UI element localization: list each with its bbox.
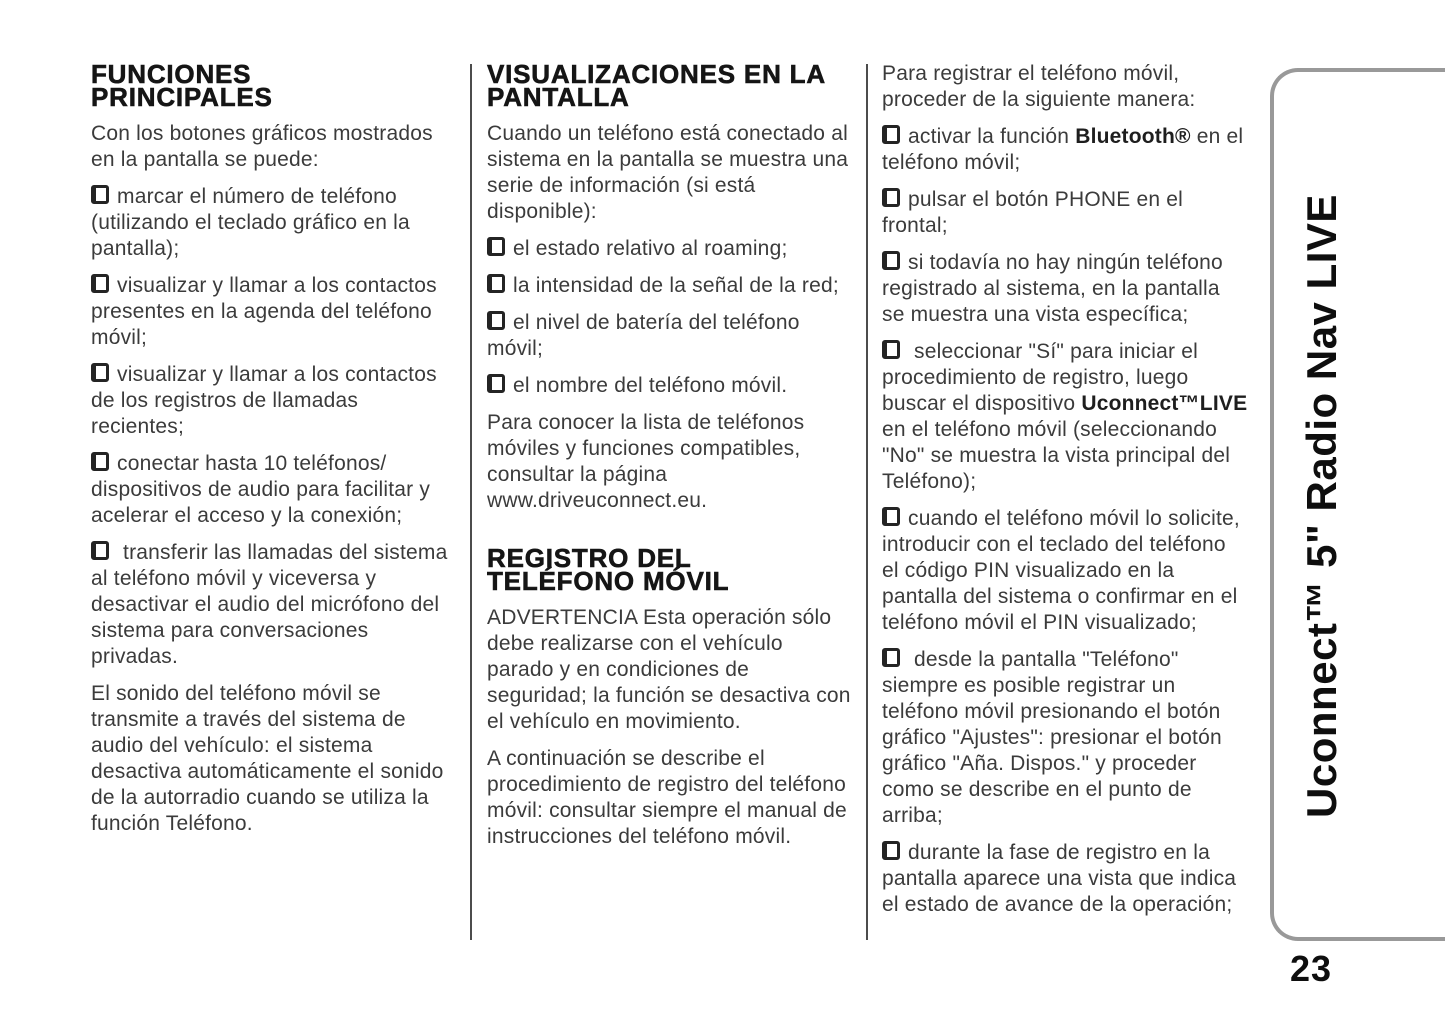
text-segment: pulsar el botón PHONE en el frontal; [882, 188, 1184, 237]
bullet-item [882, 647, 1248, 829]
bullet-item [882, 124, 1248, 176]
bullet-square-icon [882, 188, 900, 207]
bullet-item [487, 310, 853, 362]
column-1 [91, 61, 457, 848]
paragraph [487, 410, 853, 514]
text-segment: Cuando un teléfono está conectado al sistema en la pantalla se muestra una serie de información (si está disponible): [487, 122, 849, 223]
text-segment: si todavía no hay ningún teléfono registrado al sistema, en la pantalla se muestra una vista específica; [882, 251, 1223, 326]
bullet-item [91, 184, 457, 262]
column-divider [866, 64, 868, 940]
bullet-item [91, 273, 457, 351]
text-segment: conectar hasta 10 teléfonos/ dispositivos de audio para facilitar y acelerar el acceso y la conexión; [91, 452, 431, 527]
column-3 [882, 61, 1248, 929]
emphasized-text: Bluetooth® [1075, 125, 1191, 148]
page-number: 23 [1290, 948, 1333, 989]
bullet-square-icon [882, 125, 900, 144]
text-segment: durante la fase de registro en la pantalla aparece una vista que indica el estado de avance de la operación; [882, 841, 1237, 916]
bullet-square-icon [882, 648, 900, 667]
chapter-tab-title: Uconnect™ 5" Radio Nav LIVE [1298, 194, 1345, 818]
paragraph [91, 681, 457, 837]
paragraph [91, 121, 457, 173]
bullet-item [487, 373, 853, 399]
bullet-item [882, 250, 1248, 328]
bullet-item [882, 187, 1248, 239]
text-segment: transferir las llamadas del sistema al teléfono móvil y viceversa y desactivar el audio del micrófono del sistema para conversaciones privadas. [91, 541, 448, 668]
bullet-square-icon [882, 841, 900, 860]
text-segment: Para conocer la lista de teléfonos móviles y funciones compatibles, consultar la página www.driveuconnect.eu. [487, 411, 805, 512]
text-segment: marcar el número de teléfono (utilizando el teclado gráfico en la pantalla); [91, 185, 410, 260]
bullet-square-icon [91, 452, 109, 471]
text-segment: A continuación se describe el procedimiento de registro del teléfono móvil: consultar siempre el manual de instrucciones del teléfono móvil. [487, 747, 847, 848]
bullet-square-icon [882, 251, 900, 270]
column-2 [487, 61, 853, 861]
text-segment: Para registrar el teléfono móvil, proceder de la siguiente manera: [882, 62, 1196, 111]
bullet-item [487, 236, 853, 262]
bullet-square-icon [91, 274, 109, 293]
text-segment: la intensidad de la señal de la red; [513, 274, 839, 297]
bullet-square-icon [91, 363, 109, 382]
text-segment: cuando el teléfono móvil lo solicite, introducir con el teclado del teléfono el código PIN visualizado en la pantalla del sistema o confirmar en el teléfono móvil el PIN visualizado; [882, 507, 1240, 634]
bullet-square-icon [91, 185, 109, 204]
section-heading: FUNCIONES PRINCIPALES [91, 59, 273, 112]
bullet-item [882, 840, 1248, 918]
text-segment: activar la función [908, 125, 1076, 148]
section-heading: VISUALIZACIONES EN LA PANTALLA [487, 59, 826, 112]
text-segment: Con los botones gráficos mostrados en la pantalla se puede: [91, 122, 433, 171]
bullet-item [91, 451, 457, 529]
paragraph [882, 61, 1248, 113]
emphasized-text: Uconnect™LIVE [1081, 392, 1248, 415]
bullet-item [487, 273, 853, 299]
bullet-square-icon [882, 340, 900, 359]
text-segment: seleccionar "Sí" para iniciar el procedimiento de registro, luego buscar el dispositivo [882, 340, 1198, 415]
text-segment: desde la pantalla "Teléfono" siempre es posible registrar un teléfono móvil presionando el botón gráfico "Ajustes": presionar el botón gráfico "Aña. Dispos." y proceder como se describe en el punto de arriba; [882, 648, 1222, 827]
text-segment: ADVERTENCIA Esta operación sólo debe realizarse con el vehículo parado y en condiciones de seguridad; la función se desactiva con el vehículo en movimiento. [487, 606, 851, 733]
text-segment: el nombre del teléfono móvil. [513, 374, 788, 397]
bullet-square-icon [487, 374, 505, 393]
bullet-square-icon [487, 311, 505, 330]
bullet-square-icon [487, 274, 505, 293]
text-segment: visualizar y llamar a los contactos de los registros de llamadas recientes; [91, 363, 437, 438]
bullet-item [882, 339, 1248, 495]
bullet-square-icon [882, 507, 900, 526]
paragraph [487, 121, 853, 225]
text-segment: el estado relativo al roaming; [513, 237, 788, 260]
bullet-item [882, 506, 1248, 636]
text-segment: El sonido del teléfono móvil se transmite a través del sistema de audio del vehículo: el sistema desactiva automáticamente el sonido de la autorradio cuando se utiliza la función Teléfono. [91, 682, 444, 835]
text-segment: en el teléfono móvil; [882, 125, 1244, 174]
column-divider [470, 64, 472, 940]
paragraph [487, 605, 853, 735]
bullet-item [91, 362, 457, 440]
text-segment: el nivel de batería del teléfono móvil; [487, 311, 800, 360]
bullet-square-icon [91, 541, 109, 560]
bullet-item [91, 540, 457, 670]
section-heading: REGISTRO DEL TELÉFONO MÓVIL [487, 543, 730, 596]
paragraph [487, 746, 853, 850]
text-segment: visualizar y llamar a los contactos presentes en la agenda del teléfono móvil; [91, 274, 437, 349]
bullet-square-icon [487, 237, 505, 256]
text-segment: en el teléfono móvil (seleccionando "No" se muestra la vista principal del Teléfono); [882, 418, 1231, 493]
